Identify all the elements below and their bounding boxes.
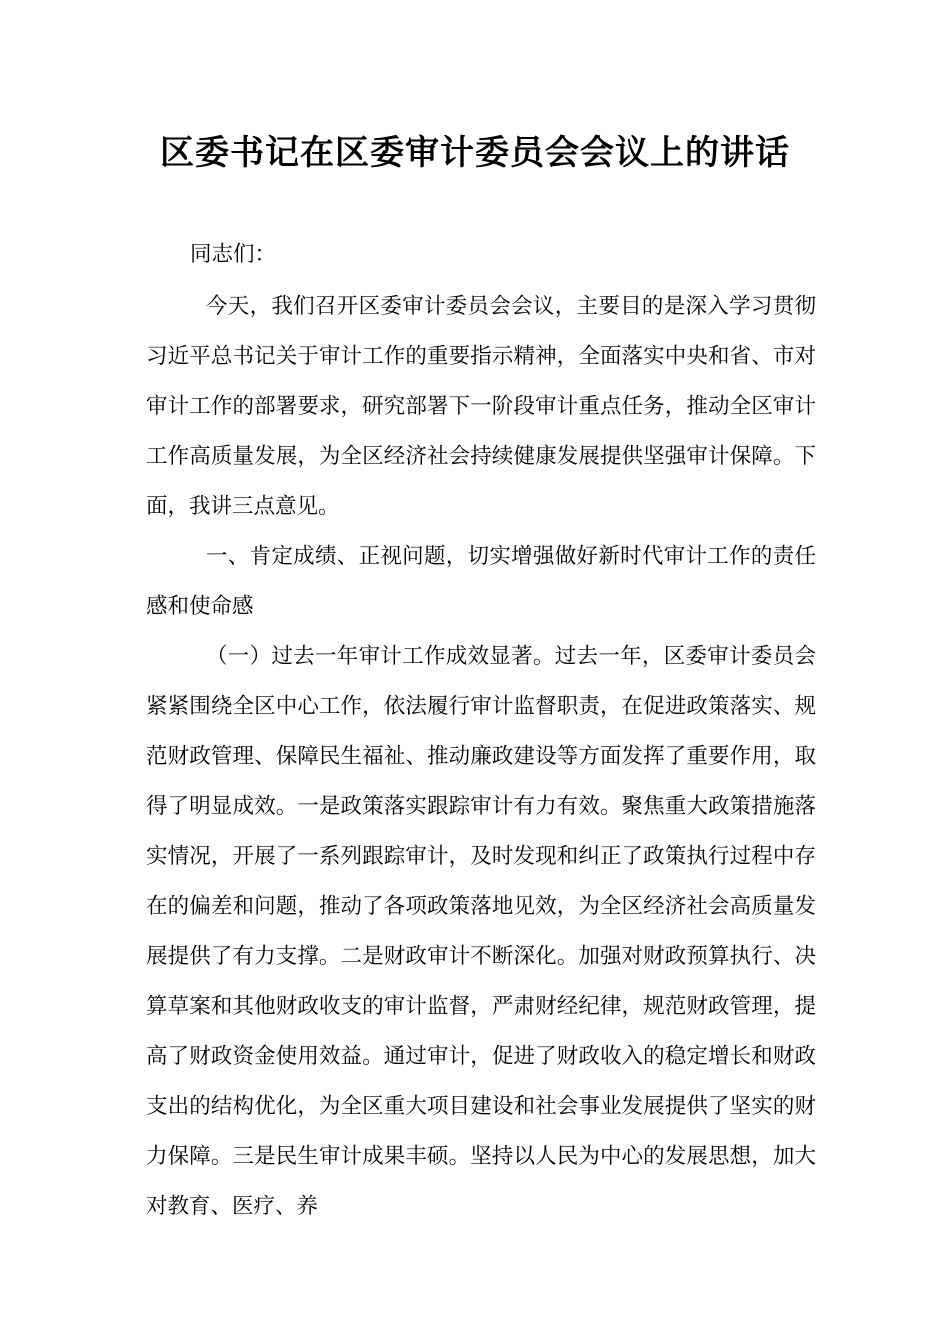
document-body xyxy=(146,230,816,1232)
section-heading: 一、肯定成绩、正视问题，切实增强做好新时代审计工作的责任感和使命感 xyxy=(146,544,816,619)
page-title: 区委书记在区委审计委员会会议上的讲话 xyxy=(160,133,790,173)
subsection-paragraph: （一）过去一年审计工作成效显著。过去一年，区委审计委员会紧紧围绕全区中心工作，依法履行审计监督职责，在促进政策落实、规范财政管理、保障民生福祉、推动廉政建设等方面发挥了重要作用，取得了明显成效。一是政策落实跟踪审计有力有效。聚焦重大政策措施落实情况，开展了一系列跟踪审计，及时发现和纠正了政策执行过程中存在的偏差和问题，推动了各项政策落地见效，为全区经济社会高质量发展提供了有力支撑。二是财政审计不断深化。加强对财政预算执行、决算草案和其他财政收支的审计监督，严肃财经纪律，规范财政管理，提高了财政资金使用效益。通过审计，促进了财政收入的稳定增长和财政支出的结构优化，为全区重大项目建设和社会事业发展提供了坚实的财力保障。三是民生审计成果丰硕。坚持以人民为中心的发展思想，加大对教育、医疗、养 xyxy=(146,644,816,1219)
opening-paragraph: 今天，我们召开区委审计委员会会议，主要目的是深入学习贯彻习近平总书记关于审计工作的重要指示精神，全面落实中央和省、市对审计工作的部署要求，研究部署下一阶段审计重点任务，推动全区审计工作高质量发展，为全区经济社会持续健康发展提供坚强审计保障。下面，我讲三点意见。 xyxy=(146,294,816,519)
greeting: 同志们： xyxy=(190,242,277,267)
